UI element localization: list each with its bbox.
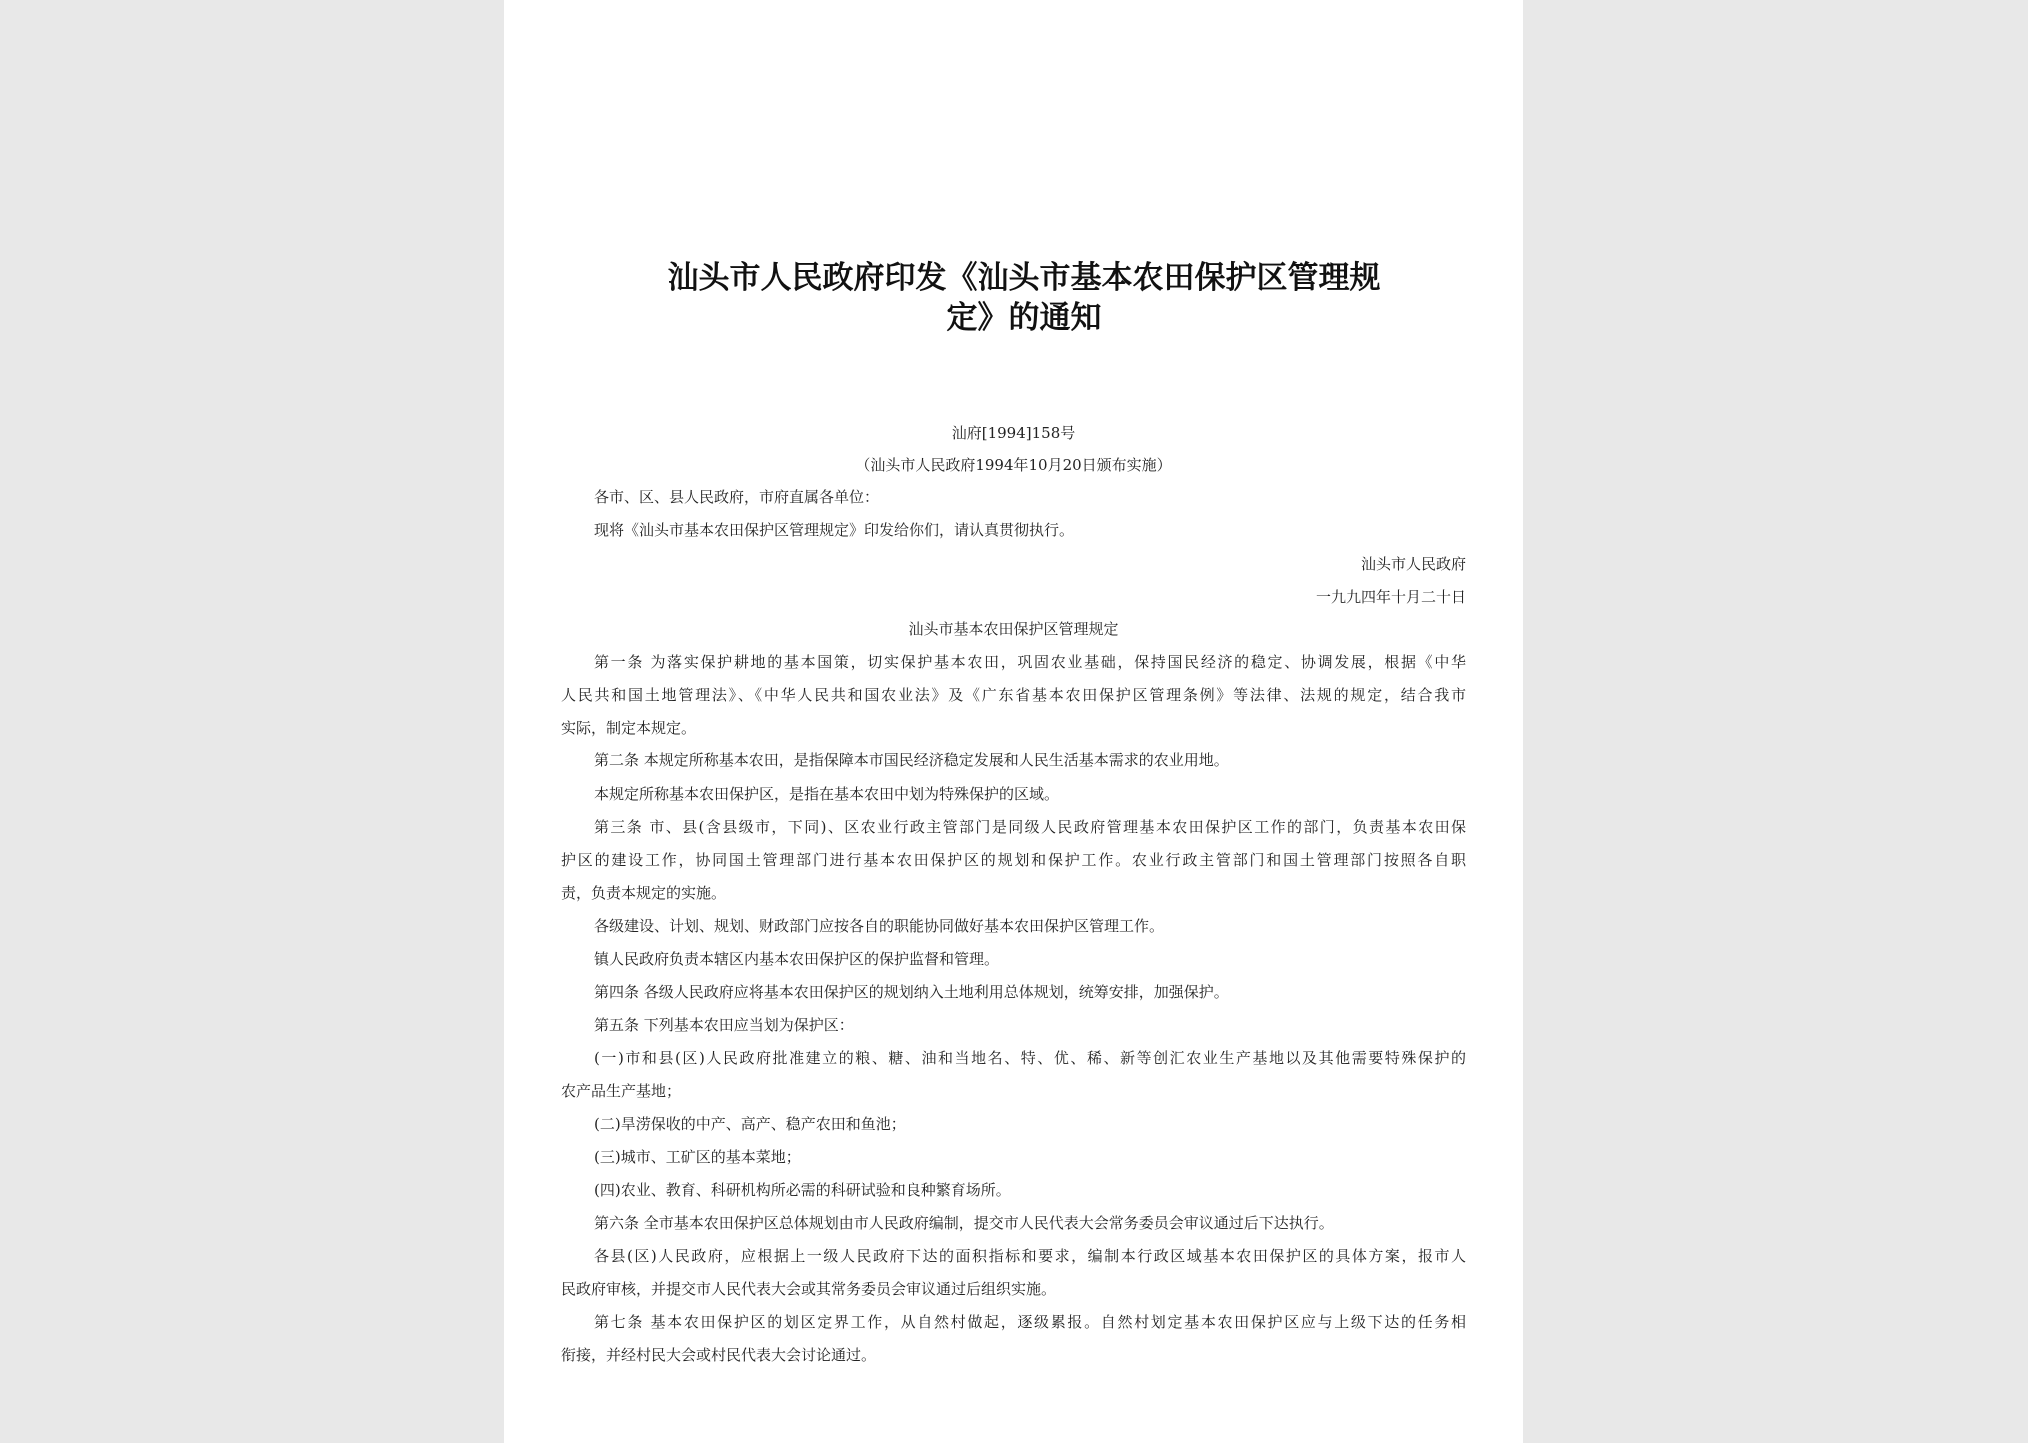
title-line-2: 定》的通知: [946, 300, 1102, 336]
text-line: 人民共和国土地管理法》、《中华人民共和国农业法》及《广东省基本农田保护区管理条例》等法律、法规的规定，结合我市: [561, 686, 1466, 704]
text-line: 第五条 下列基本农田应当划为保护区：: [594, 1016, 854, 1034]
text-line: 农产品生产基地；: [561, 1082, 682, 1100]
issued-note: （汕头市人民政府1994年10月20日颁布实施）: [855, 456, 1172, 474]
addressee-line: 各市、区、县人民政府，市府直属各单位：: [594, 488, 880, 506]
text-line: 衔接，并经村民大会或村民代表大会讨论通过。: [561, 1346, 877, 1364]
text-line: 本规定所称基本农田保护区，是指在基本农田中划为特殊保护的区域。: [594, 785, 1060, 803]
text-line: 责，负责本规定的实施。: [561, 884, 727, 902]
signatory: 汕头市人民政府: [1360, 555, 1466, 573]
document-title: [584, 258, 1464, 338]
text-line: (四)农业、教育、科研机构所必需的科研试验和良种繁育场所。: [594, 1181, 1011, 1199]
text-line: 第七条 基本农田保护区的划区定界工作，从自然村做起，逐级累报。自然村划定基本农田保护区应与上级下达的任务相: [594, 1313, 1466, 1331]
text-line: 护区的建设工作，协同国土管理部门进行基本农田保护区的规划和保护工作。农业行政主管部门和国土管理部门按照各自职: [561, 851, 1466, 869]
document-page: [504, 0, 1523, 1443]
text-line: 第二条 本规定所称基本农田，是指保障本市国民经济稳定发展和人民生活基本需求的农业用地。: [594, 751, 1229, 769]
document-number: 汕府[1994]158号: [951, 424, 1076, 442]
text-line: (二)旱涝保收的中产、高产、稳产农田和鱼池；: [594, 1115, 906, 1133]
text-line: (三)城市、工矿区的基本菜地；: [594, 1148, 801, 1166]
text-line: 实际，制定本规定。: [561, 719, 697, 737]
text-line: 第一条 为落实保护耕地的基本国策，切实保护基本农田，巩固农业基础，保持国民经济的稳定、协调发展，根据《中华: [594, 653, 1466, 671]
text-line: 各县(区)人民政府，应根据上一级人民政府下达的面积指标和要求，编制本行政区域基本农田保护区的具体方案，报市人: [594, 1247, 1466, 1265]
instruction-line: 现将《汕头市基本农田保护区管理规定》印发给你们，请认真贯彻执行。: [594, 521, 1075, 539]
text-line: 各级建设、计划、规划、财政部门应按各自的职能协同做好基本农田保护区管理工作。: [594, 917, 1165, 935]
regulation-title: 汕头市基本农田保护区管理规定: [908, 620, 1119, 638]
text-line: 镇人民政府负责本辖区内基本农田保护区的保护监督和管理。: [594, 950, 1000, 968]
signing-date: 一九九四年十月二十日: [1315, 588, 1466, 606]
text-line: 第四条 各级人民政府应将基本农田保护区的规划纳入土地利用总体规划，统筹安排，加强保护。: [594, 983, 1229, 1001]
text-line: 第三条 市、县(含县级市，下同)、区农业行政主管部门是同级人民政府管理基本农田保护区工作的部门，负责基本农田保: [594, 818, 1466, 836]
text-line: (一)市和县(区)人民政府批准建立的粮、糖、油和当地名、特、优、稀、新等创汇农业生产基地以及其他需要特殊保护的: [594, 1049, 1466, 1067]
text-line: 民政府审核，并提交市人民代表大会或其常务委员会审议通过后组织实施。: [561, 1280, 1057, 1298]
text-line: 第六条 全市基本农田保护区总体规划由市人民政府编制，提交市人民代表大会常务委员会审议通过后下达执行。: [594, 1214, 1334, 1232]
title-line-1: 汕头市人民政府印发《汕头市基本农田保护区管理规: [667, 260, 1381, 296]
